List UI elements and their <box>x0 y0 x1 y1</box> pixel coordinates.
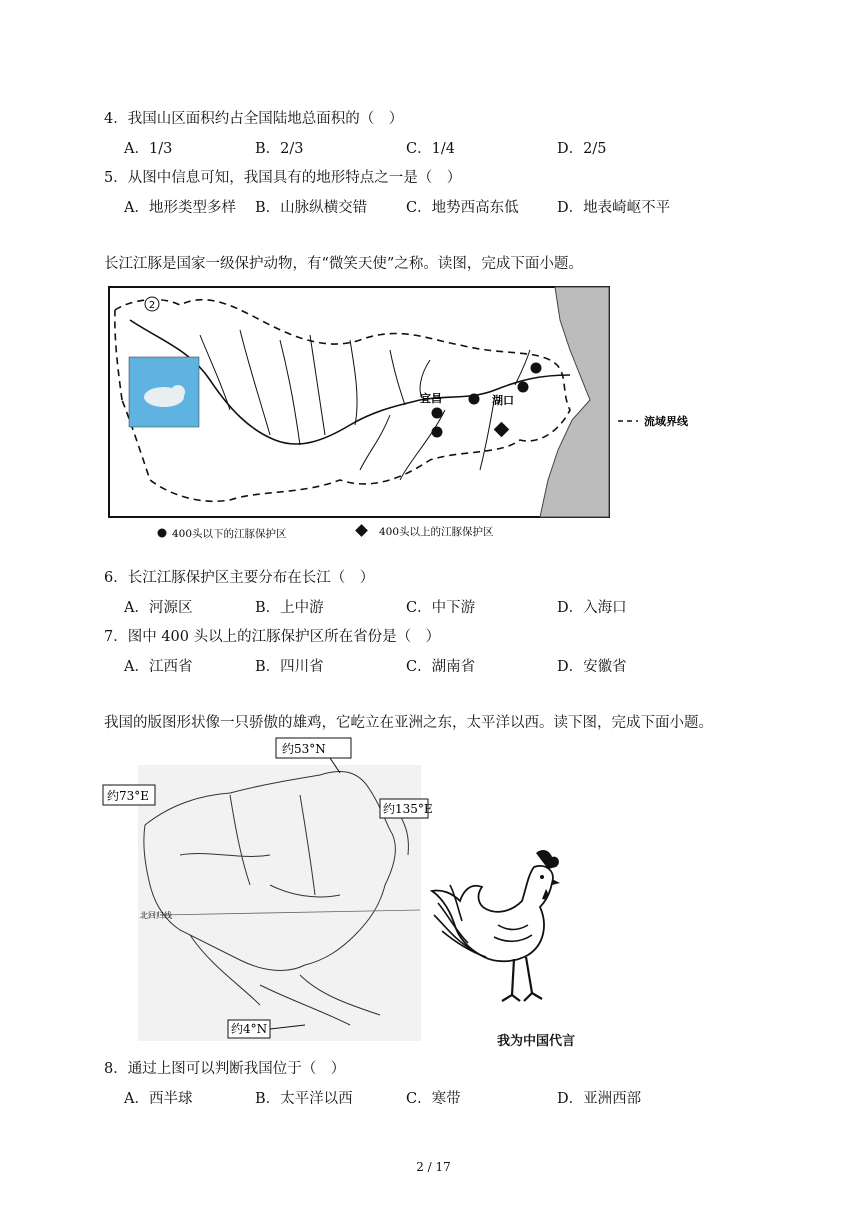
q6-option-c[interactable]: C．中下游 <box>406 600 476 616</box>
rooster-caption: 我为中国代言 <box>497 1034 576 1049</box>
q5-option-a[interactable]: A．地形类型多样 <box>124 200 236 216</box>
question-6-stem: 6．长江江豚保护区主要分布在长江（ ） <box>104 570 375 586</box>
q7-option-d[interactable]: D．安徽省 <box>557 659 627 675</box>
q7-option-c[interactable]: C．湖南省 <box>406 659 476 675</box>
q6-option-d[interactable]: D．入海口 <box>557 600 627 616</box>
south-latitude-label: 约4°N <box>231 1022 268 1036</box>
rooster-intro: 我国的版图形状像一只骄傲的雄鸡，它屹立在亚洲之东，太平洋以西。读下图，完成下面小题。 <box>104 715 713 731</box>
city-yichang-label: 宜昌 <box>420 392 442 405</box>
q8-option-c[interactable]: C．寒带 <box>406 1091 461 1107</box>
city-hukou-label: 湖口 <box>492 394 514 407</box>
small-reserve-marker <box>469 394 480 405</box>
q6-option-a[interactable]: A．河源区 <box>124 600 193 616</box>
tropic-label: 北回归线 <box>140 911 172 920</box>
china-extent-map <box>100 735 440 1045</box>
q6-option-b[interactable]: B．上中游 <box>255 600 324 616</box>
q8-option-b[interactable]: B．太平洋以西 <box>255 1091 353 1107</box>
small-reserve-marker <box>432 408 443 419</box>
west-longitude-label: 约73°E <box>107 789 150 803</box>
q4-option-b[interactable]: B．2/3 <box>255 141 304 157</box>
q8-option-d[interactable]: D．亚洲西部 <box>557 1091 642 1107</box>
rooster-illustration <box>428 845 578 1015</box>
region-number-label: 2 <box>148 300 156 311</box>
q5-option-d[interactable]: D．地表崎岖不平 <box>557 200 671 216</box>
q5-option-b[interactable]: B．山脉纵横交错 <box>255 200 368 216</box>
q7-option-a[interactable]: A．江西省 <box>124 659 193 675</box>
question-5-stem: 5．从图中信息可知，我国具有的地形特点之一是（ ） <box>104 170 462 186</box>
small-reserve-marker <box>432 427 443 438</box>
yangtze-basin-map <box>100 280 740 550</box>
boundary-legend-label: 流域界线 <box>644 415 688 428</box>
question-4-stem: 4．我国山区面积约占全国陆地总面积的（ ） <box>104 111 404 127</box>
question-8-stem: 8．通过上图可以判断我国位于（ ） <box>104 1061 346 1077</box>
q4-option-a[interactable]: A．1/3 <box>124 141 173 157</box>
legend-large-reserve: 400头以上的江豚保护区 <box>379 526 494 538</box>
porpoise-intro: 长江江豚是国家一级保护动物，有“微笑天使”之称。读图，完成下面小题。 <box>104 256 583 272</box>
q4-option-d[interactable]: D．2/5 <box>557 141 607 157</box>
small-reserve-marker <box>518 382 529 393</box>
legend-small-reserve: 400头以下的江豚保护区 <box>172 528 287 540</box>
east-longitude-label: 约135°E <box>383 802 433 816</box>
q5-option-c[interactable]: C．地势西高东低 <box>406 200 519 216</box>
question-7-stem: 7．图中 400 头以上的江豚保护区所在省份是（ ） <box>104 629 441 645</box>
north-latitude-label: 约53°N <box>282 742 326 756</box>
q8-option-a[interactable]: A．西半球 <box>124 1091 193 1107</box>
page-number: 2 / 17 <box>416 1160 451 1174</box>
small-reserve-marker <box>531 363 542 374</box>
q7-option-b[interactable]: B．四川省 <box>255 659 324 675</box>
q4-option-c[interactable]: C．1/4 <box>406 141 455 157</box>
